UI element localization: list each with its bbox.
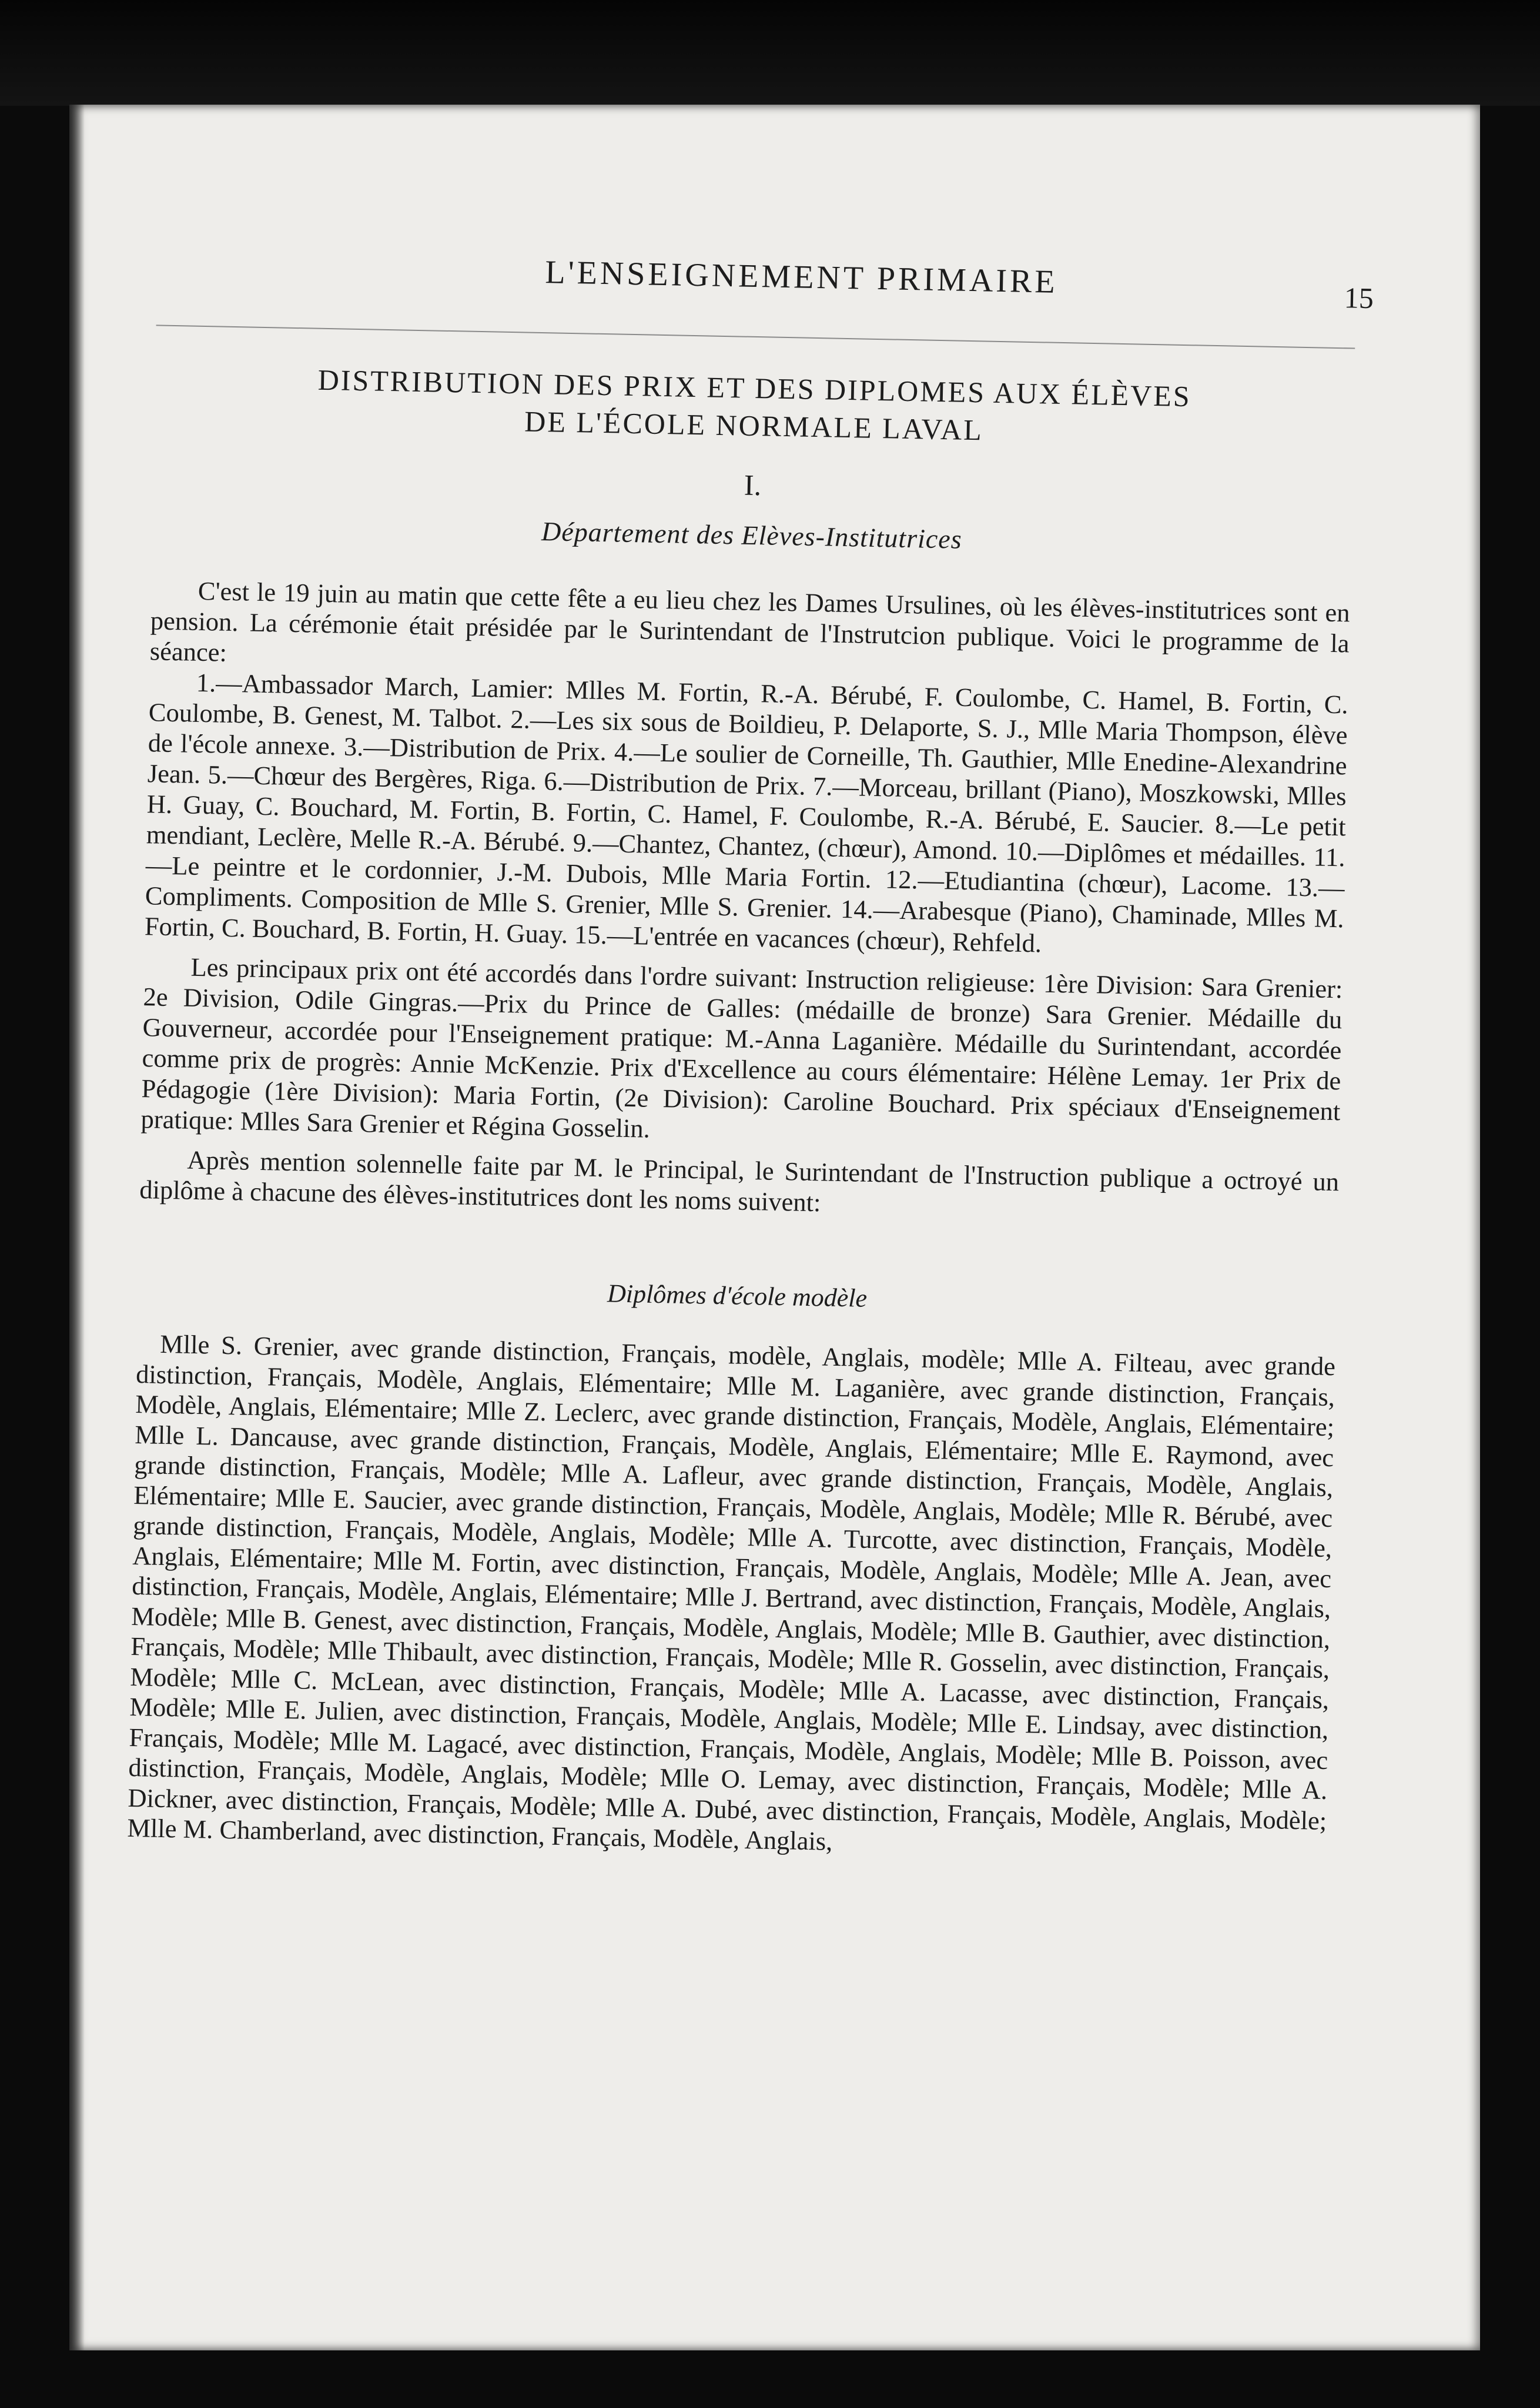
book-page xyxy=(69,105,1480,2350)
article-heading-line-1: DISTRIBUTION DES PRIX ET DES DIPLOMES AUX ÉLÈVES xyxy=(317,363,1192,413)
page-content xyxy=(127,246,1374,1866)
header-rule xyxy=(156,325,1355,349)
scan-background xyxy=(0,0,1540,106)
paragraph-intro: C'est le 19 juin au matin que cette fête a eu lieu chez les Dames Ursulines, où les élèves-institutrices sont en pension. La cérémonie était présidée par le Surintendant de l'Instrutcion publique. Voici le programme de la séance: xyxy=(149,576,1351,667)
article-heading-line-2: DE L'ÉCOLE NORMALE LAVAL xyxy=(524,404,984,447)
binding-shadow xyxy=(69,105,85,2350)
subheading-diplomes: Diplômes d'école modèle xyxy=(607,1279,868,1313)
running-title: L'ENSEIGNEMENT PRIMAIRE xyxy=(544,254,1059,300)
diplomes-list: Mlle S. Grenier, avec grande distinction, Français, modèle, Anglais, modèle; Mlle A. Filteau, avec grande distinction, Français, Modèle, Anglais, Elémentaire; Mlle M. Laganière, avec grande distinction, Français, Modèle, Anglais, Elémentaire; Mlle Z. Leclerc, avec grande distinction, Français, Modèle, Anglais, Elémentaire; Mlle L. Dancause, avec grande distinction, Français, Modèle, Anglais, Elémentaire; Mlle E. Raymond, avec grande distinction, Français, Modèle; Mlle A. Lafleur, avec grande distinction, Français, Modèle, Anglais, Elémentaire; Mlle E. Saucier, avec grande distinction, Français, Modèle, Anglais, Modèle; Mlle R. Bérubé, avec grande distinction, Français, Modèle, Anglais, Modèle; Mlle A. Turcotte, avec distinction, Français, Modèle, Anglais, Elémentaire; Mlle M. Fortin, avec distinction, Français, Modèle, Anglais, Modèle; Mlle A. Jean, avec distinction, Français, Modèle, Anglais, Elémentaire; Mlle J. Bertrand, avec distinction, Français, Modèle, Anglais, Modèle; Mlle B. Genest, avec distinction, Français, Modèle, Anglais, Modèle; Mlle B. Gauthier, avec distinction, Français, Modèle; Mlle Thibault, avec distinction, Français, Modèle; Mlle R. Gosselin, avec distinction, Français, Modèle; Mlle C. McLean, avec distinction, Français, Modèle; Mlle A. Lacasse, avec distinction, Français, Modèle; Mlle E. Julien, avec distinction, Français, Modèle, Anglais, Modèle; Mlle E. Lindsay, avec distinction, Français, Modèle; Mlle M. Lagacé, avec distinction, Français, Modèle, Anglais, Modèle; Mlle B. Poisson, avec distinction, Français, Modèle, Anglais, Modèle; Mlle O. Lemay, avec distinction, Français, Modèle; Mlle A. Dickner, avec distinction, Français, Modèle; Mlle A. Dubé, avec distinction, Français, Modèle, Anglais, Modèle; Mlle M. Chamberland, avec distinction, Français, Modèle, Anglais, xyxy=(127,1329,1336,1856)
section-number: I. xyxy=(744,468,762,502)
department-title: Département des Elèves-Institutrices xyxy=(541,516,963,554)
running-head xyxy=(156,246,1374,322)
paragraph-prizes: Les principaux prix ont été accordés dans l'ordre suivant: Instruction religieuse: 1ère Division: Sara Grenier: 2e Division, Odile Gingras.—Prix du Prince de Galles: (médaille de bronze) Sara Grenier. Médaille du Gouverneur, accordée pour l'Enseignement pratique: M.-Anna Laganière. Médaille du Surintendant, accordée comme prix de progrès: Annie McKenzie. Prix d'Excellence au cours élémentaire: Hélène Lemay. 1er Prix de Pédagogie (1ère Division): Maria Fortin, (2e Division): Caroline Bouchard. Prix spéciaux d'Enseignement pratique: Mlles Sara Grenier et Régina Gosselin. xyxy=(140,952,1343,1143)
paragraph-programme: 1.—Ambassador March, Lamier: Mlles M. Fortin, R.-A. Bérubé, F. Coulombe, C. Hamel, B. Fortin, C. Coulombe, B. Genest, M. Talbot. 2.—Les six sous de Boildieu, P. Delaporte, S. J., Mlle Maria Thompson, élève de l'école annexe. 3.—Distribution de Prix. 4.—Le soulier de Corneille, Th. Gauthier, Mlle Enedine-Alexandrine Jean. 5.—Chœur des Bergères, Riga. 6.—Distribution de Prix. 7.—Morceau, brillant (Piano), Moszkowski, Mlles H. Guay, C. Bouchard, M. Fortin, B. Fortin, C. Hamel, F. Coulombe, R.-A. Bérubé, E. Saucier. 8.—Le petit mendiant, Leclère, Melle R.-A. Bérubé. 9.—Chantez, Chantez, (chœur), Amond. 10.—Diplômes et médailles. 11.—Le peintre et le cordonnier, J.-M. Dubois, Mlle Maria Fortin. 12.—Etudiantina (chœur), Lacome. 13.—Compliments. Composition de Mlle S. Grenier, Mlle S. Grenier. 14.—Arabesque (Piano), Chaminade, Mlles M. Fortin, C. Bouchard, B. Fortin, H. Guay. 15.—L'entrée en vacances (chœur), Rehfeld. xyxy=(144,667,1349,958)
page-number: 15 xyxy=(1344,281,1374,315)
paragraph-diplomas-intro: Après mention solennelle faite par M. le Principal, le Surintendant de l'Instruction publique a octroyé un diplôme à chacune des élèves-institutrices dont les noms suivent: xyxy=(139,1145,1340,1218)
